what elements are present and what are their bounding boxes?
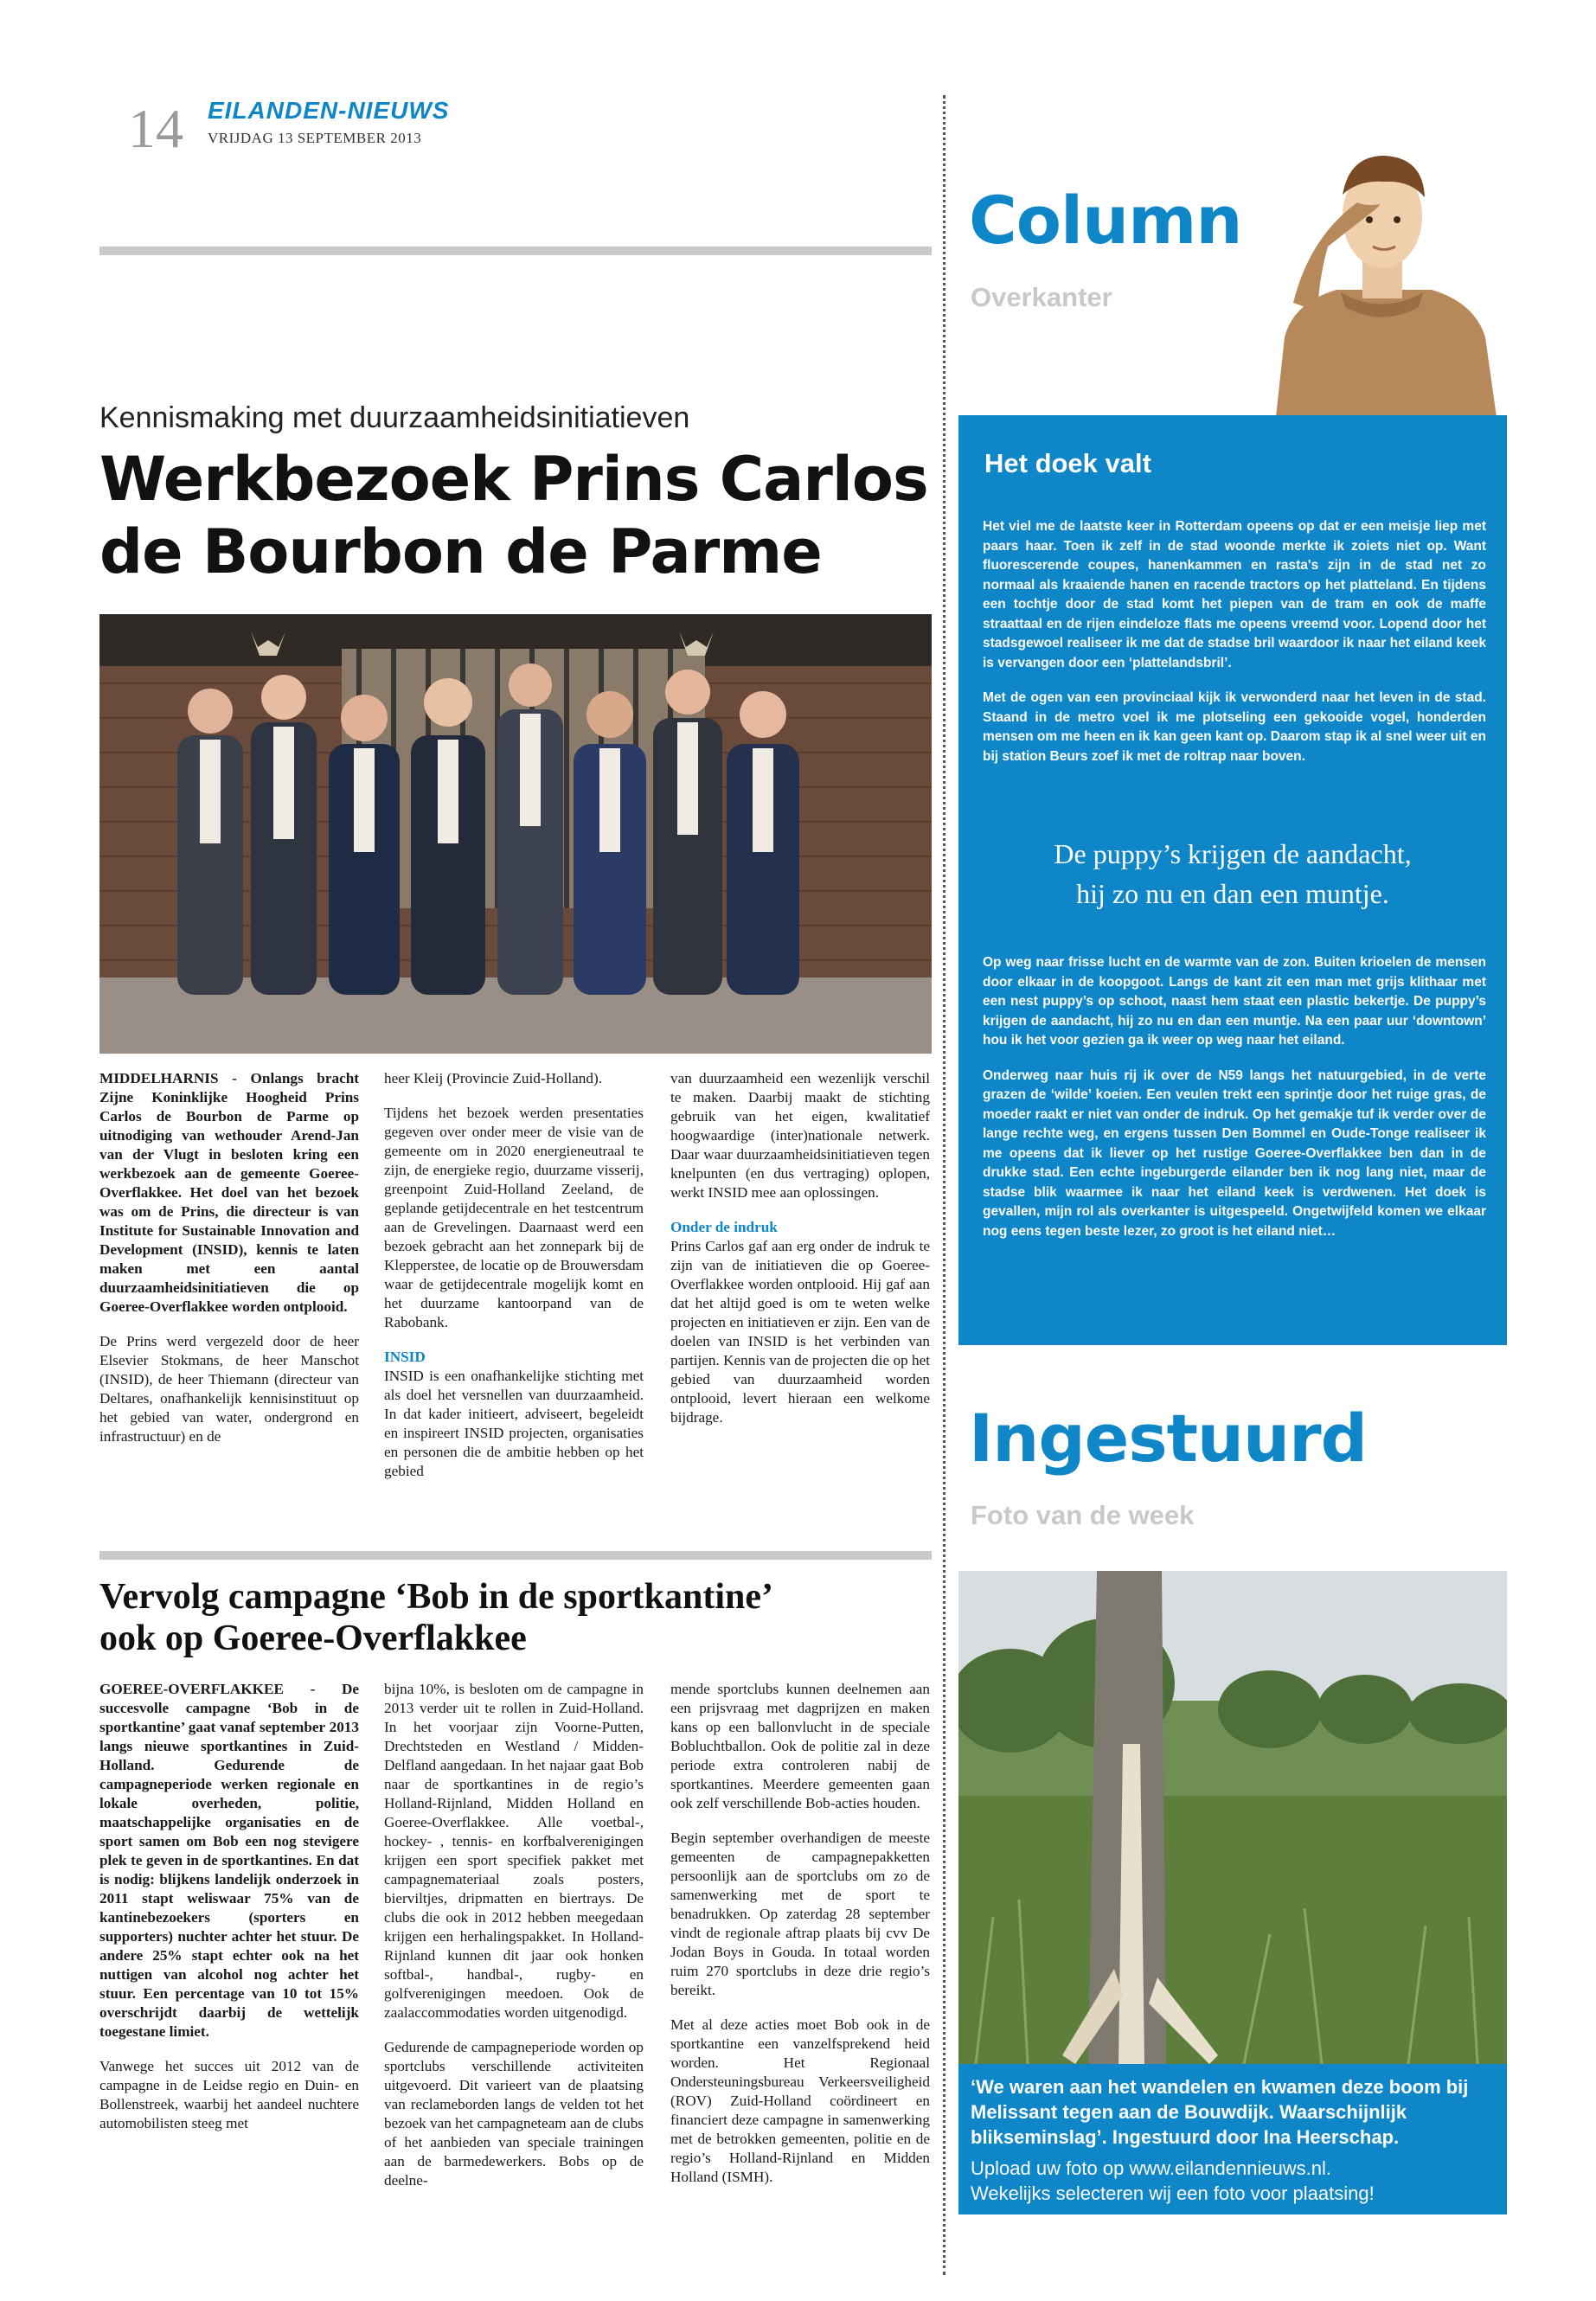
issue-date: VRIJDAG 13 SEPTEMBER 2013 — [208, 130, 422, 146]
column-paragraph: Met de ogen van een provinciaal kijk ik verwonderd naar het leven in de stad. Staand in de metro voel ik me plotseling een gekooide vogel, honderden mensen om me heen en ik kan geen kant op. Daarom stap ik al snel weer uit en bij station Beurs zoef ik met de roltrap naar boven. — [983, 690, 1486, 764]
article-column-2 — [384, 1069, 644, 1497]
article-headline-2 — [99, 1576, 930, 1659]
column-paragraph: Het viel me de laatste keer in Rotterdam opeens op dat er een meisje liep met paars haar. Toen ik zelf in de stad woonde merkte ik zoiets niet op. Want fluorescerende coupes, hanenkammen en rasta's zijn in de stad net zo normaal als kraaiende hanen en racende tractors op het platteland. En tijdens een tochtje door de stad komt het piepen van de tram en ook de maffe straattaal en de rijen eindeloze flats me opeens vreemd voor. Lopend door het stadsgewoel realiseer ik me dat de stadse bril waardoor ik naar het eiland keek is vervangen door een ‘plattelandsbril’. — [983, 519, 1486, 670]
article-paragraph: heer Kleij (Provincie Zuid-Holland). — [384, 1070, 603, 1086]
article-2-column-3 — [670, 1680, 930, 2202]
column-paragraph: Op weg naar frisse lucht en de warmte van de zon. Buiten krioelen de mensen door elkaar in de koopgoot. Langs de kant zit een man met grijs klithaar met een nest puppy’s op schoot, naast hem staat een plastic bekertje. De puppy’s krijgen de aandacht, hij zo nu en dan een muntje. Na een paar uur ‘downtown’ hou ik het voor gezien ga ik weer op weg naar het eiland. — [983, 955, 1486, 1048]
article-paragraph: Prins Carlos gaf aan erg onder de indruk te zijn van de initiatieven die op Goeree-Overflakkee worden ontplooid. Hij gaf aan dat het altijd goed is om te weten welke projecten en initiatieven er zijn. Een van de doelen van INSID is het verbinden van partijen. Kennis van de projecten die op het gebied van duurzaamheid worden ontplooid, levert hieraan een welkome bijdrage. — [670, 1238, 930, 1426]
submitted-heading: Ingestuurd — [969, 1400, 1367, 1477]
photo-caption: ‘We waren aan het wandelen en kwamen deze boom bij Melissant tegen aan de Bouwdijk. Waarschijnlijk blikseminslag’. Ingestuurd door Ina Heerschap. — [971, 2076, 1469, 2148]
article-2-column-2 — [384, 1680, 644, 2206]
article-subhead: INSID — [384, 1349, 426, 1365]
columnist-photo — [1259, 130, 1505, 417]
article-kicker: Kennismaking met duurzaamheidsinitiatieven — [99, 401, 690, 434]
headline-line: Vervolg campagne ‘Bob in de sportkantine’ — [99, 1577, 773, 1617]
column-subheading: Overkanter — [971, 282, 1112, 312]
article-paragraph: Tijdens het bezoek werden presentaties gegeven over onder meer de visie van de gemeente om in 2020 energieneutraal te zijn, de energieke regio, duurzame visserij, greenpoint Zuid-Holland Zeeland, de geplande getijdecentrale en het testcentrum aan de Grevelingen. Daarnaast werd een bezoek gebracht aan het zonnepark bij de Klepperstee, de locatie op de Brouwersdam waar de getijdecentrale mogelijk komt en het duurzame kantoorpand van de Rabobank. — [384, 1105, 644, 1330]
column-heading: Column — [969, 182, 1242, 259]
article-paragraph: De Prins werd vergezeld door de heer Elsevier Stokmans, de heer Manschot (INSID), de heer Thiemann (directeur van Deltares, onafhankelijk kennisinstituut op het gebied van water, ondergrond en infrastructuur) en de — [99, 1333, 359, 1445]
column-text-bottom — [983, 953, 1486, 1257]
article-lead: MIDDELHARNIS - Onlangs bracht Zijne Koninklijke Hoogheid Prins Carlos de Bourbon de Parme op uitnodiging van wethouder Arend-Jan van der Vlugt in besloten kring een werkbezoek aan de gemeente Goeree-Overflakkee. Het doel van het bezoek was om de Prins, die directeur is van Institute for Sustainable Innovation and Development (INSID), kennis te laten maken met een aantal duurzaamheidsinitiatieven die op Goeree-Overflakkee worden ontplooid. — [99, 1070, 359, 1315]
article-subhead: Onder de indruk — [670, 1219, 778, 1235]
group-photo — [99, 614, 932, 1054]
article-lead: GOEREE-OVERFLAKKEE - De succesvolle campagne ‘Bob in de sportkantine’ gaat vanaf september 2013 langs nieuwe sportkantines in Zuid-Holland. Gedurende de campagneperiode werken regionale en lokale overheden, politie, maatschappelijke organisaties en de sport samen om Bob een nog stevigere plek te geven in de sportkantines. En dat is nodig: blijkens landelijk onderzoek in 2011 stapt weliswaar 75% van de kantinebezoekers (sporters en supporters) nuchter achter het stuur. De andere 25% stapt echter ook na het nuttigen van alcohol nog achter het stuur. Een percentage van 10 tot 15% overschrijdt daarbij de wettelijk toegestane limiet. — [99, 1681, 359, 2040]
column-text-top — [983, 517, 1486, 782]
article-paragraph: bijna 10%, is besloten om de campagne in 2013 verder uit te rollen in Zuid-Holland. In het voorjaar zijn Voorne-Putten, Drechtsteden en Westland / Midden-Delfland aangedaan. In het najaar gaat Bob naar de sportkantines in de regio’s Holland-Rijnland, Midden Holland en Goeree-Overflakkee. Alle voetbal-, hockey- , tennis- en korfbalverenigingen krijgen een sport specifiek pakket met campagnemateriaal zoals posters, bierviltjes, dripmatten en biertrays. De clubs die ook in 2012 hebben meegedaan krijgen een herhalingspakket. In Holland-Rijnland kunnen dit jaar ook honken softbal-, handbal-, rugby- en golfverenigingen meedoen. Ook de zaalaccommodaties worden uitgenodigd. — [384, 1681, 644, 2021]
newspaper-masthead: EILANDEN-NIEUWS — [208, 97, 450, 124]
column-title: Het doek valt — [984, 448, 1151, 478]
article-paragraph: INSID is een onafhankelijke stichting met als doel het versnellen van duurzaamheid. In dat kader initieert, adviseert, begeleidt en inspireert INSID projecten, organisaties en personen die de ambitie hebben op het gebied — [384, 1368, 644, 1479]
cta-line: Wekelijks selecteren wij een foto voor plaatsing! — [971, 2182, 1375, 2204]
quote-line: hij zo nu en dan een muntje. — [1076, 878, 1389, 909]
article-paragraph: Met al deze acties moet Bob ook in de sportkantine een vanzelfsprekend heid worden. Het Regionaal Ondersteuningsbureau Verkeersveiligheid (ROV) Zuid-Holland coördineert en financiert deze campagne in samenwerking met de betrokken gemeenten, politie en de regio’s Holland-Rijnland en Midden Holland (ISMH). — [670, 2016, 930, 2185]
article-paragraph: van duurzaamheid een wezenlijk verschil te maken. Daarbij maakt de stichting gebruik van het eigen, kwalitatief hoogwaardige (inter)nationale netwerk. Daar waar duurzaamheidsinitiatieven tegen knelpunten (en dus vertraging) oplopen, werkt INSID mee aan oplossingen. — [670, 1070, 930, 1201]
page-number: 14 — [128, 98, 183, 159]
photo-of-the-week — [958, 1571, 1507, 2064]
article-headline: Werkbezoek Prins Carlos de Bourbon de Parme — [99, 444, 928, 587]
column-pull-quote — [960, 834, 1505, 913]
cta-line: Upload uw foto op www.eilandennieuws.nl. — [971, 2157, 1332, 2179]
column-divider — [943, 95, 945, 2275]
article-column-3 — [670, 1069, 930, 1443]
article-paragraph: mende sportclubs kunnen deelnemen aan een prijsvraag met dagprijzen en maken kans op een ballonvlucht in de speciale Bobluchtballon. Ook de politie zal in deze periode extra controleren nabij de sportkantines. Meerdere gemeenten gaan ook zelf verschillende Bob-acties houden. — [670, 1681, 930, 1811]
submitted-subheading: Foto van de week — [971, 1500, 1195, 1530]
article-paragraph: Gedurende de campagneperiode worden op sportclubs verschillende activiteiten uitgevoerd. Dit varieert van de plaatsing van reclameborden langs de velden tot het bezoek van het campagneteam aan de clubs of het aanbieden van speciale trainingen aan de barmedewerkers. Bobs op de deelne- — [384, 2039, 644, 2189]
column-paragraph: Onderweg naar huis rij ik over de N59 langs het natuurgebied, in de verte grazen de ‘wilde’ koeien. Een veulen trekt een sprintje door het ruige gras, de moeder raakt er niet van onder de indruk. Op het gemakje tuf ik verder over de lange rechte weg, en ergens tussen Den Bommel en Oude-Tonge realiseer ik me opeens dat ik liever op het rustige Goeree-Overflakkee ben dan in de drukke stad. Een echte ingeburgerde eilander ben ik nog lang niet, maar de stadse blik waarmee ik naar het eiland keek is verdwenen. Het doek is gevallen, mijn rol als overkanter is uitgespeeld. Ongetwijfeld komen we elkaar nog eens tegen beste lezer, zo groot is het eiland niet… — [983, 1067, 1486, 1239]
article-2-column-1 — [99, 1680, 359, 2149]
section-rule — [99, 1551, 932, 1560]
article-column-1 — [99, 1069, 359, 1462]
headline-line: ook op Goeree-Overflakkee — [99, 1618, 527, 1658]
article-paragraph: Vanwege het succes uit 2012 van de campagne in de Leidse regio en Duin- en Bollenstreek, waarbij het aandeel nuchtere automobilisten steeg met — [99, 2058, 359, 2131]
top-rule — [99, 247, 932, 255]
upload-call-to-action — [971, 2156, 1500, 2206]
quote-line: De puppy’s krijgen de aandacht, — [1054, 838, 1412, 869]
article-paragraph: Begin september overhandigen de meeste gemeenten de campagnepakketten persoonlijk aan de sportclubs om zo de samenwerking met de sport te benadrukken. Op zaterdag 28 september vindt de regionale aftrap plaats bij cvv De Jodan Boys in Gouda. In totaal worden ruim 270 sportclubs in deze drie regio’s bereikt. — [670, 1830, 930, 1998]
